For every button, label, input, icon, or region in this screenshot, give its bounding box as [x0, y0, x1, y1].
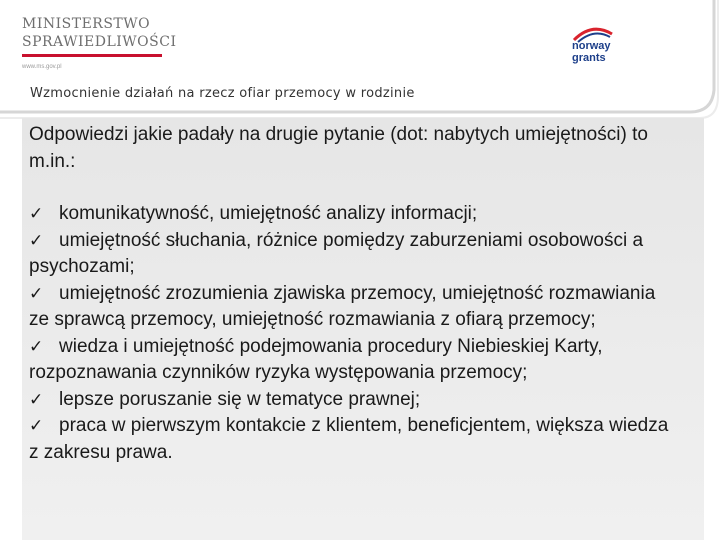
list-item-text: umiejętność słuchania, różnice pomiędzy zaburzeniami osobowości a psychozami; [29, 229, 644, 277]
list-item-text: wiedza i umiejętność podejmowania procedury Niebieskiej Karty, rozpoznawania czynników ryzyka występowania przemocy; [29, 335, 603, 383]
slide-body [29, 122, 669, 466]
logo-red-bar [22, 54, 162, 57]
intro-text: Odpowiedzi jakie padały na drugie pytanie (dot: nabytych umiejętności) to m.in.: [29, 124, 648, 172]
list-item-text: lepsze poruszanie się w tematyce prawnej; [59, 388, 421, 410]
list-item-text: praca w pierwszym kontakcie z klientem, beneficjentem, większa wiedza z zakresu prawa. [29, 415, 669, 463]
check-icon: ✓ [29, 283, 44, 304]
check-icon: ✓ [29, 389, 44, 410]
list-item [29, 201, 669, 228]
check-icon: ✓ [29, 416, 44, 436]
list-item [29, 228, 669, 281]
list-item [29, 281, 669, 334]
list-item-text: umiejętność zrozumienia zjawiska przemocy, umiejętność rozmawiania ze sprawcą przemocy, umiejętność rozmawiania z ofiarą przemocy; [29, 282, 656, 330]
logo-ministry-line1: MINISTERSTWO [22, 16, 151, 32]
norway-grants-wordmark [572, 40, 611, 64]
logo-url: www.ms.gov.pl [22, 64, 62, 70]
slide-header [0, 0, 720, 118]
logo-ministry-line2: SPRAWIEDLIWOŚCI [22, 34, 177, 50]
logo-norway-line2: grants [572, 52, 606, 64]
check-icon: ✓ [29, 204, 44, 224]
check-icon: ✓ [29, 336, 44, 357]
logo-norway-line1: norway [572, 40, 611, 52]
list-item-text: komunikatywność, umiejętność analizy informacji; [59, 203, 478, 224]
check-icon: ✓ [29, 230, 44, 251]
slide-subtitle: Wzmocnienie działań na rzecz ofiar przemocy w rodzinie [30, 86, 415, 101]
list-item [29, 387, 669, 414]
list-item [29, 413, 669, 466]
norway-grants-logo [562, 24, 642, 74]
ministry-of-justice-logo [22, 16, 177, 76]
list-item [29, 334, 669, 387]
